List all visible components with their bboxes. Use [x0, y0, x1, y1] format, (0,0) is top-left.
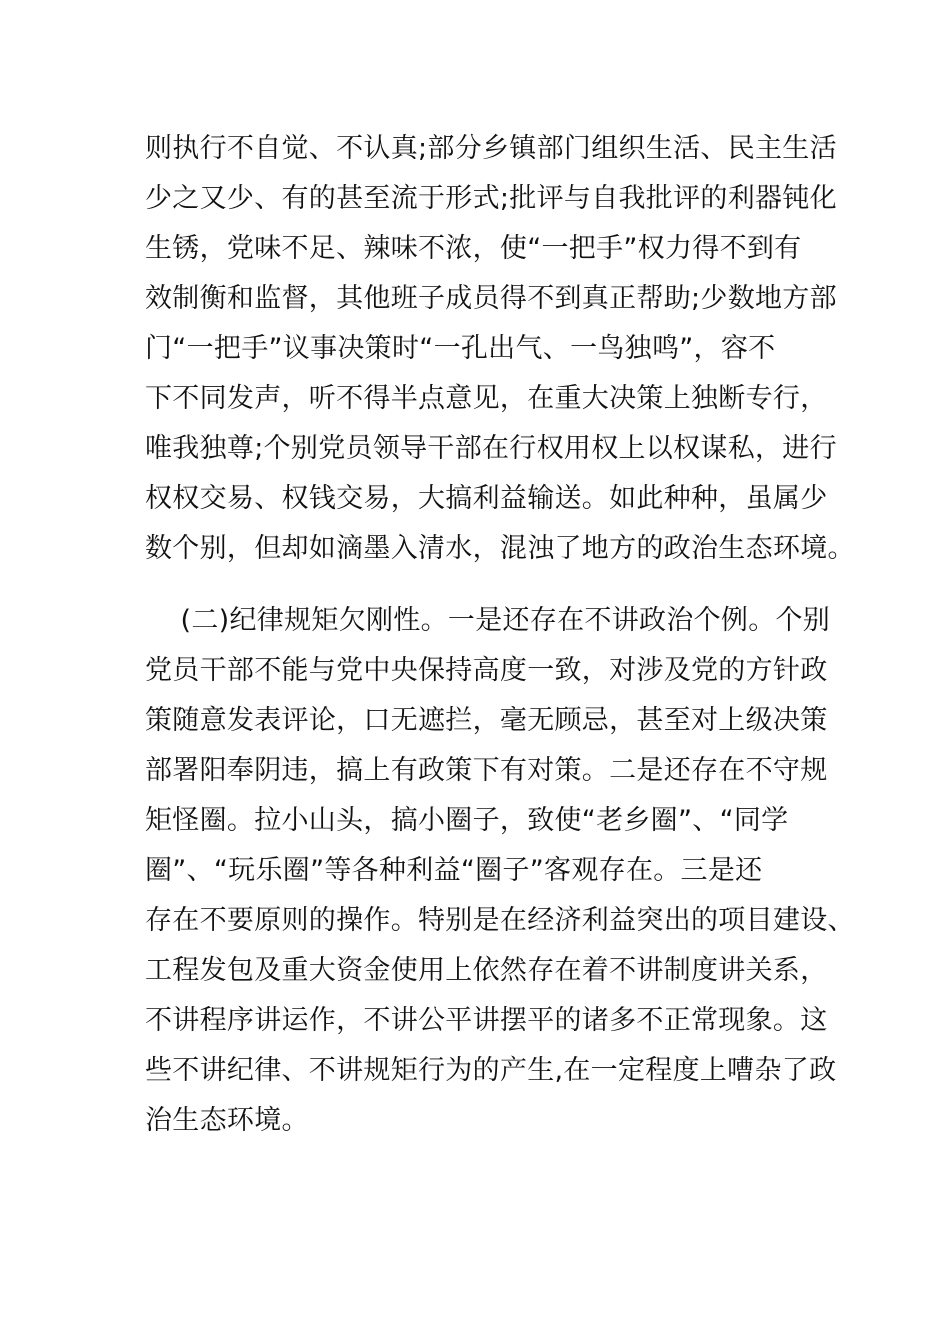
paragraph-line: 矩怪圈。拉小山头，搞小圈子，致使“老乡圈”、“同学	[145, 805, 789, 836]
paragraph-line: 唯我独尊;个别党员领导干部在行权用权上以权谋私，进行	[145, 433, 837, 464]
paragraph-line: 门“一把手”议事决策时“一孔出气、一鸟独鸣”，容不	[145, 333, 776, 364]
paragraph-line: 下不同发声，听不得半点意见，在重大决策上独断专行，	[145, 383, 828, 414]
paragraph-line: 权权交易、权钱交易，大搞利益输送。如此种种，虽属少	[145, 483, 828, 514]
paragraph-2	[145, 596, 855, 1146]
paragraph-line: 部署阳奉阴违，搞上有政策下有对策。二是还存在不守规	[145, 755, 828, 786]
paragraph-line: 存在不要原则的操作。特别是在经济利益突出的项目建设、	[145, 905, 855, 936]
paragraph-line: 少之又少、有的甚至流于形式;批评与自我批评的利器钝化	[145, 183, 837, 214]
paragraph-line: 不讲程序讲运作，不讲公平讲摆平的诸多不正常现象。这	[145, 1005, 828, 1036]
paragraph-line: 效制衡和监督，其他班子成员得不到真正帮助;少数地方部	[145, 283, 837, 314]
paragraph-line: 党员干部不能与党中央保持高度一致，对涉及党的方针政	[145, 655, 828, 686]
paragraph-line: 数个别，但却如滴墨入清水，混浊了地方的政治生态环境。	[145, 533, 855, 564]
paragraph-line: 治生态环境。	[145, 1105, 309, 1136]
paragraph-line: 则执行不自觉、不认真;部分乡镇部门组织生活、民主生活	[145, 133, 837, 164]
paragraph-1	[145, 124, 855, 574]
paragraph-line: 圈”、“玩乐圈”等各种利益“圈子”客观存在。三是还	[145, 855, 763, 886]
paragraph-line: 工程发包及重大资金使用上依然存在着不讲制度讲关系，	[145, 955, 828, 986]
paragraph-line: 生锈，党味不足、辣味不浓，使“一把手”权力得不到有	[145, 233, 802, 264]
paragraph-line: 策随意发表评论，口无遮拦，毫无顾忌，甚至对上级决策	[145, 705, 828, 736]
paragraph-line: (二)纪律规矩欠刚性。一是还存在不讲政治个例。个别	[145, 605, 831, 636]
paragraph-line: 些不讲纪律、不讲规矩行为的产生,在一定程度上嘈杂了政	[145, 1055, 837, 1086]
